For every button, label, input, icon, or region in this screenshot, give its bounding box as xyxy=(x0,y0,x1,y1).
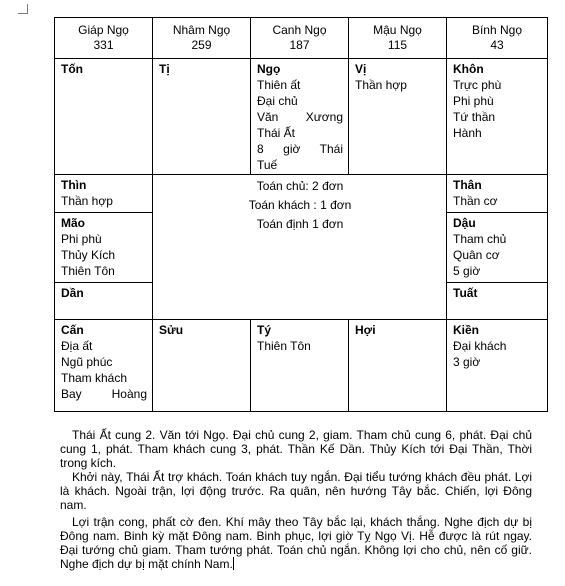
palace-can: Cấn Địa ất Ngũ phúc Tham khách Bay Hoàng xyxy=(55,320,153,412)
paragraph-3: Lợi trận cong, phất cờ đen. Khí mây theo Tây bắc lại, khách thắng. Nghe địch dự bị Đông nam. Binh kỳ mặt Đông nam. Binh phục, lợi giờ Tỵ Ngọ Vị. Hễ được là rút ngay. Đại tướng chủ giam. Tham tướng phát. Toán chủ ngắn. Không lợi cho chủ, nên cố giữ. Nghe địch dự bị mặt chính Nam. xyxy=(60,515,532,571)
palace-thin: Thìn Thần hợp xyxy=(55,175,153,213)
palace-ton: Tốn xyxy=(55,59,153,175)
palace-ti: Tị xyxy=(153,59,251,175)
corner-mark xyxy=(18,4,28,14)
header-cell: Canh Ngọ 187 xyxy=(251,18,349,59)
palace-ty: Tý Thiên Tôn xyxy=(251,320,349,412)
palace-hoi: Hợi xyxy=(349,320,447,412)
palace-khon: Khôn Trực phù Phi phù Tứ thần Hành xyxy=(447,59,548,175)
palace-than: Thân Thần cơ xyxy=(447,175,548,213)
palace-tuat: Tuất xyxy=(447,283,548,320)
palace-kien: Kiền Đại khách 3 giờ xyxy=(447,320,548,412)
palace-vi: Vị Thần hợp xyxy=(349,59,447,175)
palace-dan: Dần xyxy=(55,283,153,320)
palace-suu: Sửu xyxy=(153,320,251,412)
center-summary: Toán chủ: 2 đơn Toán khách : 1 đơn Toán định 1 đơn xyxy=(153,175,447,320)
header-cell: Giáp Ngọ 331 xyxy=(55,18,153,59)
header-cell: Nhâm Ngọ 259 xyxy=(153,18,251,59)
paragraph-1: Thái Ất cung 2. Văn tới Ngọ. Đại chủ cung 2, giam. Tham chủ cung 6, phát. Đại chủ cung 1, phát. Tham khách cung 3, phát. Thần Kế Dần. Thủy Kích tới Đại Thần, Thời trong kích. xyxy=(60,428,532,470)
palace-row-thin xyxy=(55,175,548,213)
paragraph-2: Khởi này, Thái Ất trợ khách. Toán khách tuy ngắn. Đại tiểu tướng khách đều phát. Lợi là khách. Ngoài trận, lợi động trước. Ra quân, nên hướng Tây bắc. Chiến, lợi Đông nam. xyxy=(60,470,532,512)
palace-row-top xyxy=(55,59,548,175)
palace-mao: Mão Phi phù Thủy Kích Thiên Tôn xyxy=(55,213,153,283)
palace-ngo: Ngọ Thiên ất Đại chủ Văn Xương Thái Ất 8 giờ Thái Tuế xyxy=(251,59,349,175)
palace-row-bottom xyxy=(55,320,548,412)
header-cell: Mậu Ngọ 115 xyxy=(349,18,447,59)
header-cell: Bính Ngọ 43 xyxy=(447,18,548,59)
text-cursor xyxy=(233,557,234,570)
header-row xyxy=(55,18,548,59)
palace-dau: Dậu Tham chủ Quân cơ 5 giờ xyxy=(447,213,548,283)
palace-chart-table xyxy=(54,17,548,412)
